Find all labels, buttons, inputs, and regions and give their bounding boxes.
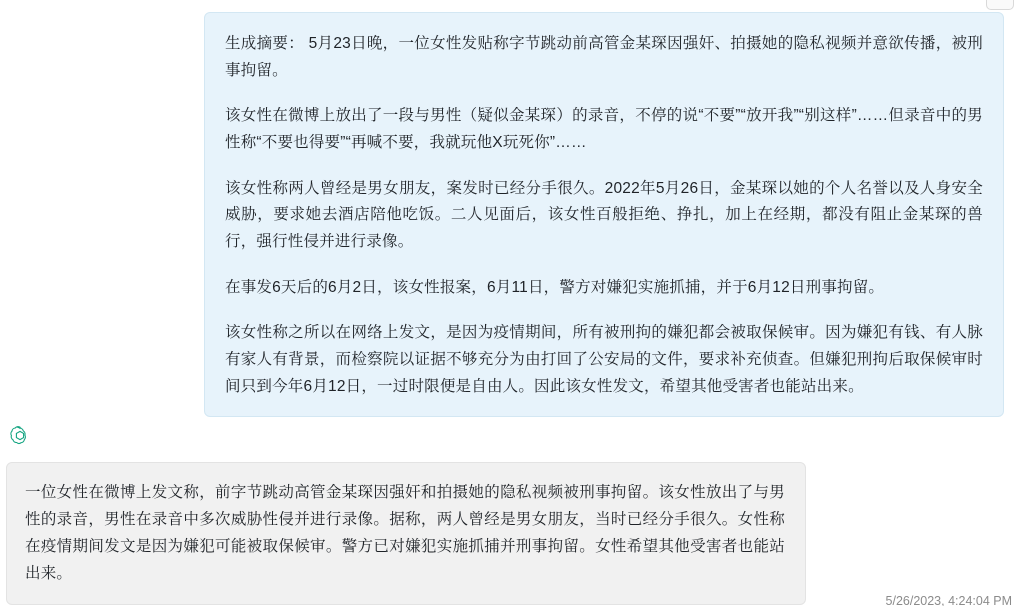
user-message-row [204,12,1004,417]
assistant-avatar [6,422,34,450]
message-timestamp: 5/26/2023, 4:24:04 PM [885,594,1012,606]
assistant-message-text: 一位女性在微博上发文称，前字节跳动高管金某琛因强奸和拍摄她的隐私视频被刑事拘留。该女性放出了与男性的录音，男性在录音中多次威胁性侵并进行录像。据称，两人曾经是男女朋友，当时已经分手很久。女性称在疫情期间发文是因为嫌犯可能被取保候审。警方已对嫌犯实施抓捕并刑事拘留。女性希望其他受害者也能站出来。 [25,484,785,583]
user-message-bubble [204,12,1004,417]
assistant-message-row [6,462,806,605]
user-paragraph-3: 该女性称两人曾经是男女朋友，案发时已经分手很久。2022年5月26日，金某琛以她的个人名誉以及人身安全威胁，要求她去酒店陪他吃饭。二人见面后，该女性百般拒绝、挣扎，加上在经期，都没有阻止金某琛的兽行，强行性侵并进行录像。 [225,179,983,250]
top-right-control[interactable] [986,0,1014,10]
openai-logo-icon [8,424,32,448]
user-paragraph-5: 该女性称之所以在网络上发文，是因为疫情期间，所有被刑拘的嫌犯都会被取保候审。因为嫌犯有钱、有人脉有家人有背景，而检察院以证据不够充分为由打回了公安局的文件，要求补充侦查。但嫌犯刑拘后取保候审时间只到今年6月12日，一过时限便是自由人。因此该女性发文，希望其他受害者也能站出来。 [225,324,983,395]
user-paragraph-2: 该女性在微博上放出了一段与男性（疑似金某琛）的录音，不停的说“不要”“放开我”“别这样”……但录音中的男性称“不要也得要”“再喊不要，我就玩他X玩死你”…… [225,107,983,151]
user-paragraph-1: 生成摘要： 5月23日晚，一位女性发贴称字节跳动前高管金某琛因强奸、拍摄她的隐私视频并意欲传播，被刑事拘留。 [225,35,983,79]
user-paragraph-4: 在事发6天后的6月2日，该女性报案，6月11日，警方对嫌犯实施抓捕，并于6月12日刑事拘留。 [225,278,885,296]
assistant-message-bubble [6,462,806,605]
